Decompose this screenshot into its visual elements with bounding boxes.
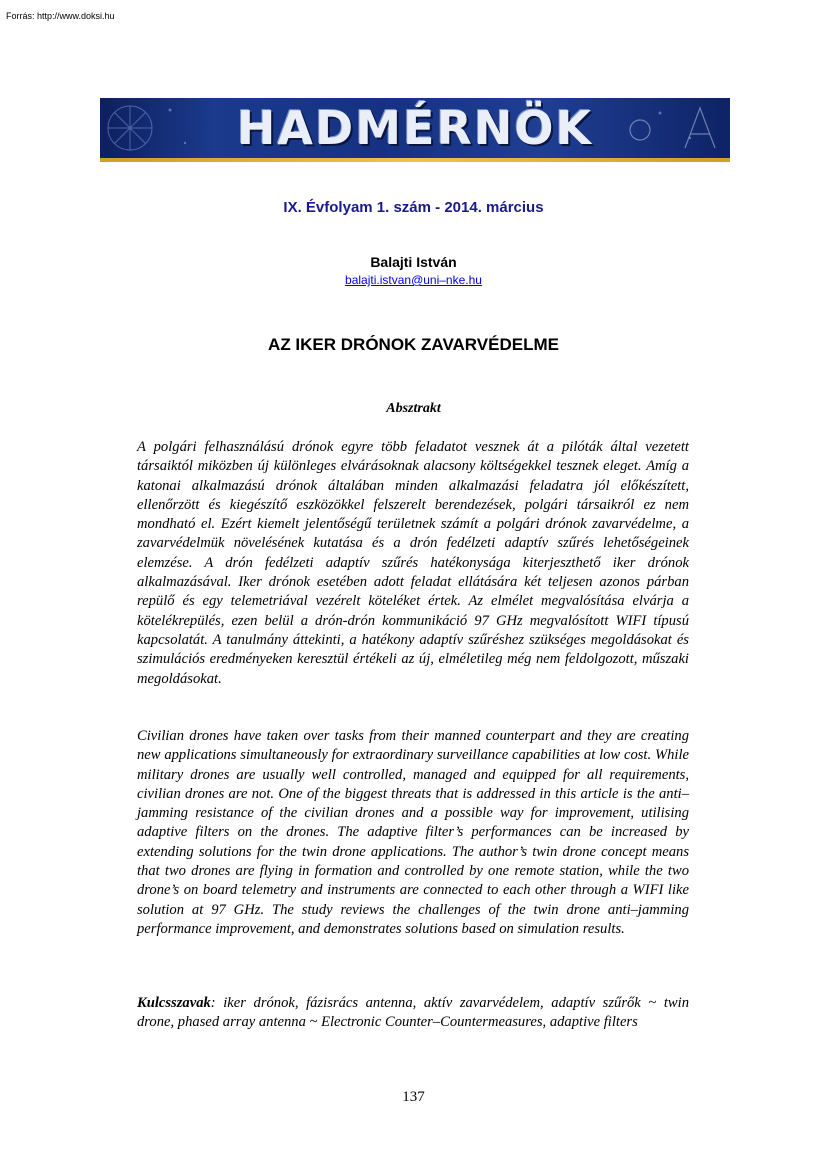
keywords-text: : iker drónok, fázisrács antenna, aktív zavarvédelem, adaptív szűrők ~ twin drone, phased array antenna ~ Electronic Counter–Countermeasures, adaptive filters xyxy=(137,995,689,1031)
issue-line: IX. Évfolyam 1. szám - 2014. március xyxy=(283,199,544,216)
abstract-english: Civilian drones have taken over tasks from their manned counterpart and they are creating new applications simultaneously for extraordinary surveillance capabilities at low cost. While military drones are usually well controlled, managed and equipped for all requirements, civilian drones are not. One of the biggest threats that is addressed in this article is the anti–jamming resistance of the civilian drones and a possible way for improvement, utilising adaptive filters on the drones. The adaptive filter’s performances can be increased by extending solutions for the twin drone applications. The author’s twin drone concept means that two drones are flying in formation and controlled by one remote station, while the two drone’s on board telemetry and instruments are connected to each other through a WIFI like solution at 97 GHz. The study reviews the challenges of the twin drone anti–jamming performance improvement, and demonstrates solutions based on simulation results. xyxy=(137,728,689,937)
keywords-label: Kulcsszavak xyxy=(137,995,211,1011)
author-email-link[interactable]: balajti.istvan@uni–nke.hu xyxy=(345,273,482,287)
keywords-paragraph xyxy=(137,994,689,1033)
source-line: Forrás: http://www.doksi.hu xyxy=(6,11,115,21)
article-title: AZ IKER DRÓNOK ZAVARVÉDELME xyxy=(268,335,559,354)
banner-underline xyxy=(100,158,730,162)
journal-logo: HADMÉRNÖK xyxy=(236,101,594,155)
author-name: Balajti István xyxy=(370,254,457,270)
journal-banner xyxy=(100,98,730,158)
abstract-heading: Absztrakt xyxy=(386,401,441,416)
page-number: 137 xyxy=(402,1089,425,1105)
abstract-hungarian: A polgári felhasználású drónok egyre több feladatot vesznek át a pilóták által vezetett társaiktól miközben új különleges elvárásoknak alacsony költségekkel tesznek eleget. Amíg a katonai alkalmazású drónok általában minden alkalmazási feladatra jól előkészített, ellenőrzött és kiegészítő eszközökkel felszerelt berendezések, polgári társaikról ez nem mondható el. Ezért kiemelt jelentőségű területnek számít a polgári drónok zavarvédelme, a zavarvédelmük növelésének kutatása és a drón fedélzeti adaptív szűrés lehetőségeinek elemzése. A drón fedélzeti adaptív szűrés hatékonysága kiterjeszthető iker drónok alkalmazásával. Iker drónok esetében adott feladat ellátására két teljesen azonos párban repülő és egy telemetriával vezérelt köteléket értek. Az elmélet megvalósítása elvárja a kötelékrepülés, ezen belül a drón-drón kommunikáció 97 GHz megvalósított WIFI típusú kapcsolatát. A tanulmány áttekinti, a hatékony adaptív szűréshez szükséges megoldásokat és szimulációs eredményeken keresztül értékeli az új, elméletileg még nem feldolgozott, műszaki megoldásokat. xyxy=(137,439,689,687)
